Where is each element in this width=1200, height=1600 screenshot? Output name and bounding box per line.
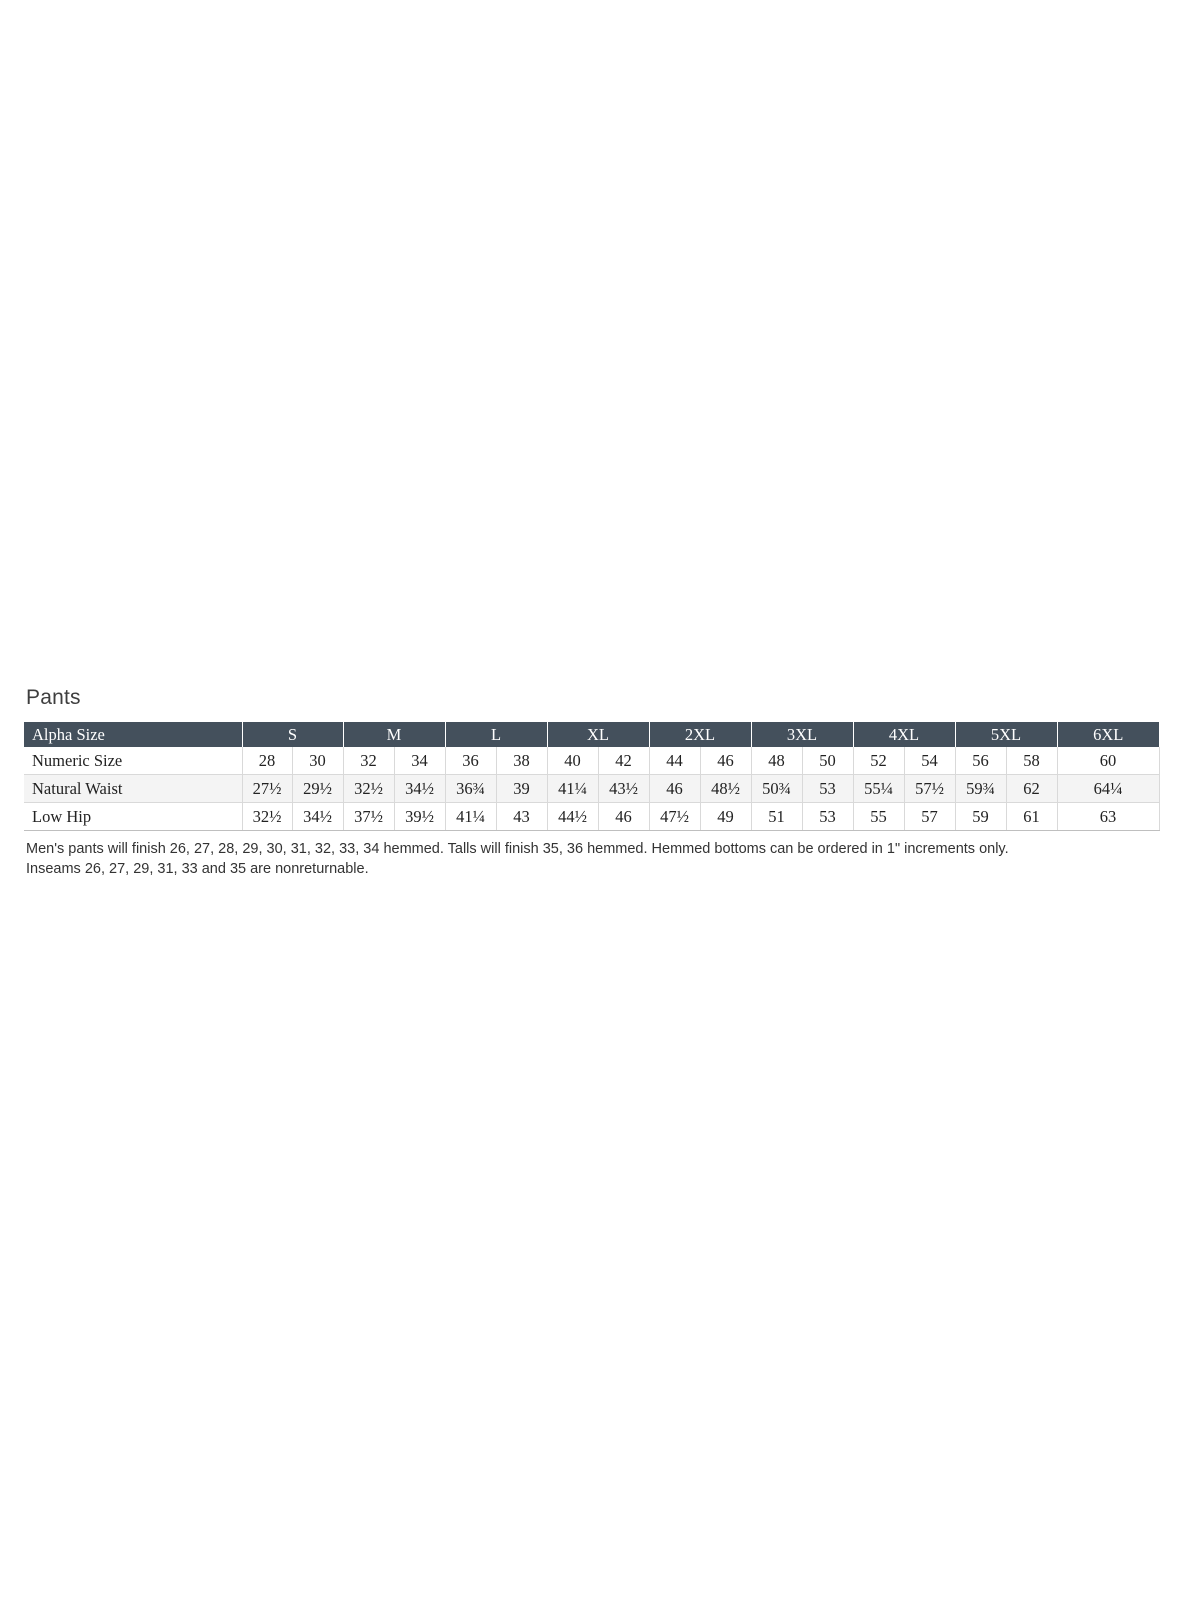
cell-hip-1: 34½: [292, 803, 343, 831]
header-group-6xl: 6XL: [1057, 722, 1159, 747]
cell-numeric-14: 56: [955, 747, 1006, 775]
cell-hip-12: 55: [853, 803, 904, 831]
cell-numeric-6: 40: [547, 747, 598, 775]
header-group-xl: XL: [547, 722, 649, 747]
row-label-low-hip: Low Hip: [24, 803, 242, 831]
cell-hip-14: 59: [955, 803, 1006, 831]
cell-hip-5: 43: [496, 803, 547, 831]
cell-numeric-3: 34: [394, 747, 445, 775]
cell-waist-16: 64¼: [1057, 775, 1159, 803]
cell-hip-16: 63: [1057, 803, 1159, 831]
cell-hip-0: 32½: [242, 803, 292, 831]
header-group-4xl: 4XL: [853, 722, 955, 747]
cell-numeric-12: 52: [853, 747, 904, 775]
cell-numeric-11: 50: [802, 747, 853, 775]
cell-numeric-8: 44: [649, 747, 700, 775]
cell-waist-5: 39: [496, 775, 547, 803]
cell-waist-4: 36¾: [445, 775, 496, 803]
cell-hip-8: 47½: [649, 803, 700, 831]
cell-waist-1: 29½: [292, 775, 343, 803]
row-label-numeric-size: Numeric Size: [24, 747, 242, 775]
header-group-s: S: [242, 722, 343, 747]
row-label-natural-waist: Natural Waist: [24, 775, 242, 803]
cell-hip-2: 37½: [343, 803, 394, 831]
cell-numeric-9: 46: [700, 747, 751, 775]
cell-hip-6: 44½: [547, 803, 598, 831]
cell-numeric-4: 36: [445, 747, 496, 775]
cell-waist-11: 53: [802, 775, 853, 803]
cell-hip-11: 53: [802, 803, 853, 831]
table-head: [24, 722, 1159, 747]
cell-hip-10: 51: [751, 803, 802, 831]
cell-hip-4: 41¼: [445, 803, 496, 831]
cell-waist-8: 46: [649, 775, 700, 803]
pants-size-chart-table: [24, 722, 1160, 831]
table-body: [24, 747, 1159, 831]
cell-waist-9: 48½: [700, 775, 751, 803]
table-row: [24, 803, 1159, 831]
table-row: [24, 775, 1159, 803]
cell-numeric-1: 30: [292, 747, 343, 775]
cell-numeric-16: 60: [1057, 747, 1159, 775]
header-group-5xl: 5XL: [955, 722, 1057, 747]
cell-hip-3: 39½: [394, 803, 445, 831]
header-group-2xl: 2XL: [649, 722, 751, 747]
cell-waist-14: 59¾: [955, 775, 1006, 803]
cell-hip-7: 46: [598, 803, 649, 831]
cell-waist-0: 27½: [242, 775, 292, 803]
header-group-l: L: [445, 722, 547, 747]
cell-numeric-13: 54: [904, 747, 955, 775]
cell-numeric-0: 28: [242, 747, 292, 775]
page-title: Pants: [26, 686, 81, 709]
cell-hip-13: 57: [904, 803, 955, 831]
cell-numeric-5: 38: [496, 747, 547, 775]
cell-waist-15: 62: [1006, 775, 1057, 803]
header-group-3xl: 3XL: [751, 722, 853, 747]
header-group-m: M: [343, 722, 445, 747]
cell-waist-12: 55¼: [853, 775, 904, 803]
footnote-line-2: Inseams 26, 27, 29, 31, 33 and 35 are nonreturnable.: [26, 860, 369, 877]
header-alpha-size: Alpha Size: [24, 722, 242, 747]
cell-waist-7: 43½: [598, 775, 649, 803]
table-row: [24, 747, 1159, 775]
size-chart-sheet: [24, 686, 1176, 879]
cell-numeric-7: 42: [598, 747, 649, 775]
cell-numeric-2: 32: [343, 747, 394, 775]
cell-waist-10: 50¾: [751, 775, 802, 803]
footnote-line-1: Men's pants will finish 26, 27, 28, 29, 30, 31, 32, 33, 34 hemmed. Talls will finish 35, 36 hemmed. Hemmed bottoms can be ordered in 1" increments only.: [26, 841, 1009, 857]
cell-hip-9: 49: [700, 803, 751, 831]
cell-numeric-15: 58: [1006, 747, 1057, 775]
cell-waist-13: 57½: [904, 775, 955, 803]
cell-hip-15: 61: [1006, 803, 1057, 831]
cell-waist-6: 41¼: [547, 775, 598, 803]
cell-numeric-10: 48: [751, 747, 802, 775]
cell-waist-3: 34½: [394, 775, 445, 803]
footnote: [26, 840, 1146, 879]
table-header-row: [24, 722, 1159, 747]
cell-waist-2: 32½: [343, 775, 394, 803]
